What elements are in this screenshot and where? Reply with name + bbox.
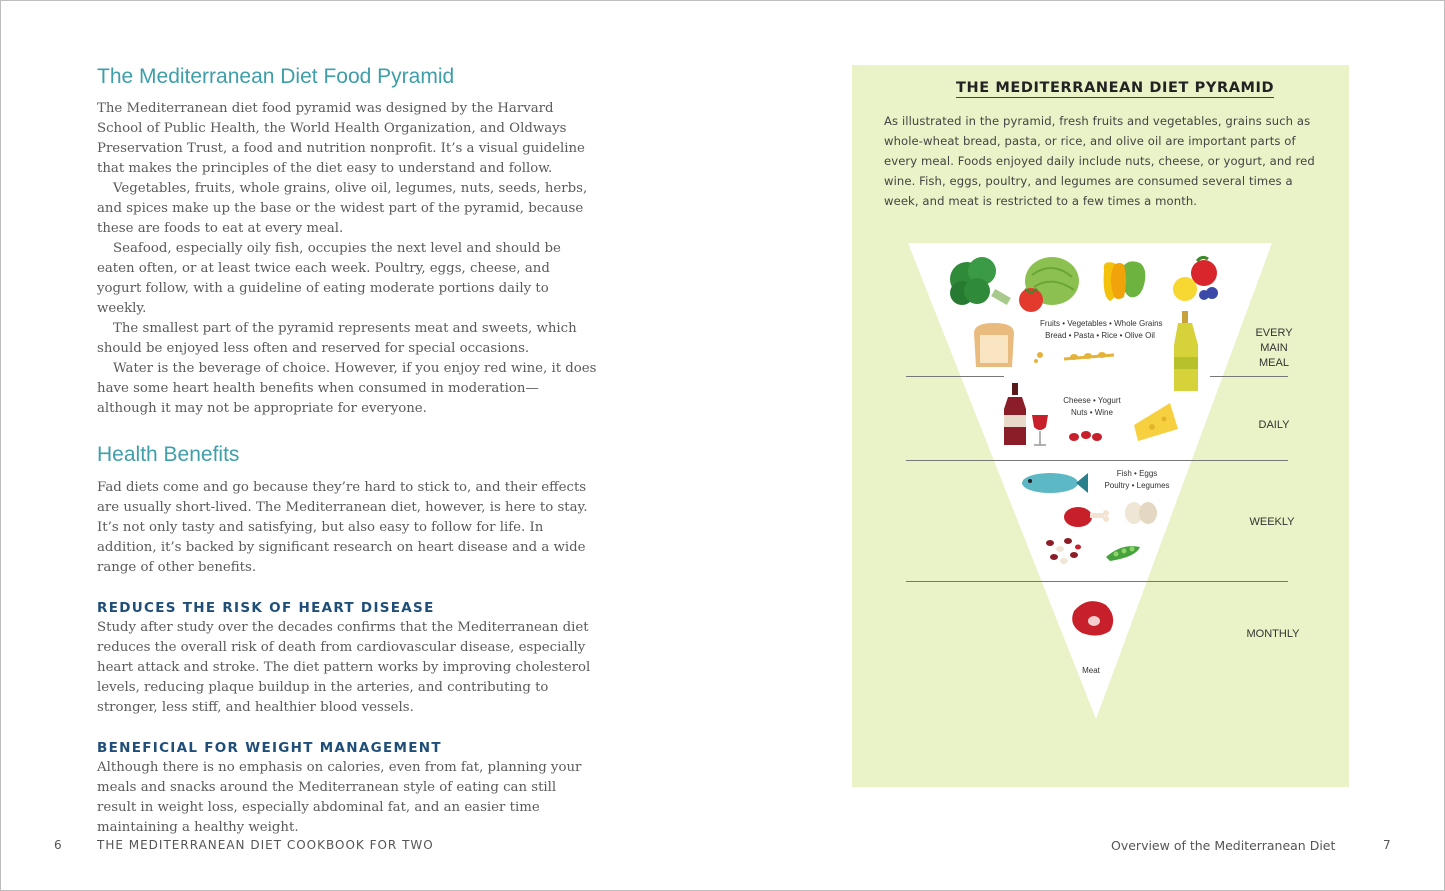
paragraph: The Mediterranean diet food pyramid was designed by the Harvard School of Public Health, the World Health Organization, and Oldways Preservation Trust, a food and nutrition nonprofit. It’s a visual guideline that makes the principles of the diet easy to understand and follow.: [97, 101, 585, 176]
tier-foods-line: Nuts • Wine: [1071, 408, 1113, 417]
tier-label-monthly: MONTHLY: [1246, 628, 1300, 640]
section-title-pyramid: The Mediterranean Diet Food Pyramid: [97, 65, 455, 88]
tier-divider: [906, 376, 1004, 377]
panel-description: As illustrated in the pyramid, fresh fruits and vegetables, grains such as whole-wheat bread, pasta, or rice, and olive oil are important parts of every meal. Foods enjoyed daily include nuts, cheese, or yogurt, and red wine. Fish, eggs, poultry, and legumes are consumed several times a week, and meat is restricted to a few times a month.: [884, 114, 1315, 208]
paragraph: Vegetables, fruits, whole grains, olive oil, legumes, nuts, seeds, herbs, and spices make up the base or the widest part of the pyramid, because these are foods to eat at every meal.: [97, 181, 588, 236]
bread-icon: [974, 323, 1014, 367]
tier-foods-every-meal: [1040, 318, 1163, 342]
paragraph: The smallest part of the pyramid represents meat and sweets, which should be enjoyed less often and reserved for special occasions.: [97, 321, 577, 356]
subheading-heart-disease: REDUCES THE RISK OF HEART DISEASE: [97, 600, 435, 616]
tier-label-daily: DAILY: [1258, 419, 1290, 431]
tier-foods-daily: [1052, 395, 1132, 419]
tier-foods-line: Fruits • Vegetables • Whole Grains: [1040, 319, 1163, 328]
tomato-icon: [1019, 288, 1043, 312]
tier-divider: [906, 581, 1288, 582]
tier-foods-weekly: [1092, 468, 1182, 492]
tier-label-weekly: WEEKLY: [1249, 516, 1295, 528]
tier-foods-line: Bread • Pasta • Rice • Olive Oil: [1045, 331, 1155, 340]
paragraph: Water is the beverage of choice. However, if you enjoy red wine, it does have some heart health benefits when consumed in moderation—although it may not be appropriate for everyone.: [97, 361, 597, 416]
tier-foods-line: Poultry • Legumes: [1104, 481, 1170, 490]
footer-chapter-title: Overview of the Mediterranean Diet: [1111, 838, 1336, 853]
paragraph: Seafood, especially oily fish, occupies the next level and should be eaten often, or at least twice each week. Poultry, eggs, cheese, and yogurt follow, with a guideline of eating moderate portions daily to weekly.: [97, 241, 561, 316]
paragraph: Study after study over the decades confirms that the Mediterranean diet reduces the overall risk of death from cardiovascular disease, especially heart attack and stroke. The diet pattern works by improving cholesterol levels, reducing plaque buildup in the arteries, and contributing to stronger, less stiff, and healthier blood vessels.: [97, 620, 591, 715]
tier-label-line: EVERY: [1255, 327, 1293, 339]
paragraph: Although there is no emphasis on calories, even from fat, planning your meals and snacks around the Mediterranean style of eating can still result in weight loss, especially abdominal fat, and an easier time maintaining a healthy weight.: [97, 760, 582, 835]
tier-divider: [906, 460, 1288, 461]
tier-foods-line: Cheese • Yogurt: [1063, 396, 1121, 405]
paragraph: Fad diets come and go because they’re hard to stick to, and their effects are usually short-lived. The Mediterranean diet, however, is here to stay. It’s not only tasty and satisfying, but also easy to follow for life. In addition, it’s backed by significant research on heart disease and a wide range of other benefits.: [97, 480, 588, 575]
tier-divider: [1210, 376, 1288, 377]
tier-foods-monthly: Meat: [1082, 666, 1100, 675]
panel-title: THE MEDITERRANEAN DIET PYRAMID: [956, 80, 1275, 96]
pyramid-panel: [852, 65, 1349, 787]
pyramid-triangle: [908, 243, 1272, 719]
left-page-column: [97, 63, 597, 838]
page-number-right: 7: [1383, 838, 1391, 852]
tier-label-line: MEAL: [1259, 357, 1289, 369]
tier-foods-line: Fish • Eggs: [1116, 469, 1158, 478]
tier-label-line: MAIN: [1260, 342, 1288, 354]
subheading-weight-management: BENEFICIAL FOR WEIGHT MANAGEMENT: [97, 740, 442, 756]
tier-label-every-main-meal: [1248, 326, 1300, 371]
section-title-health-benefits: Health Benefits: [97, 443, 240, 466]
footer-book-title: THE MEDITERRANEAN DIET COOKBOOK FOR TWO: [97, 838, 434, 852]
page-number-left: 6: [54, 838, 62, 852]
